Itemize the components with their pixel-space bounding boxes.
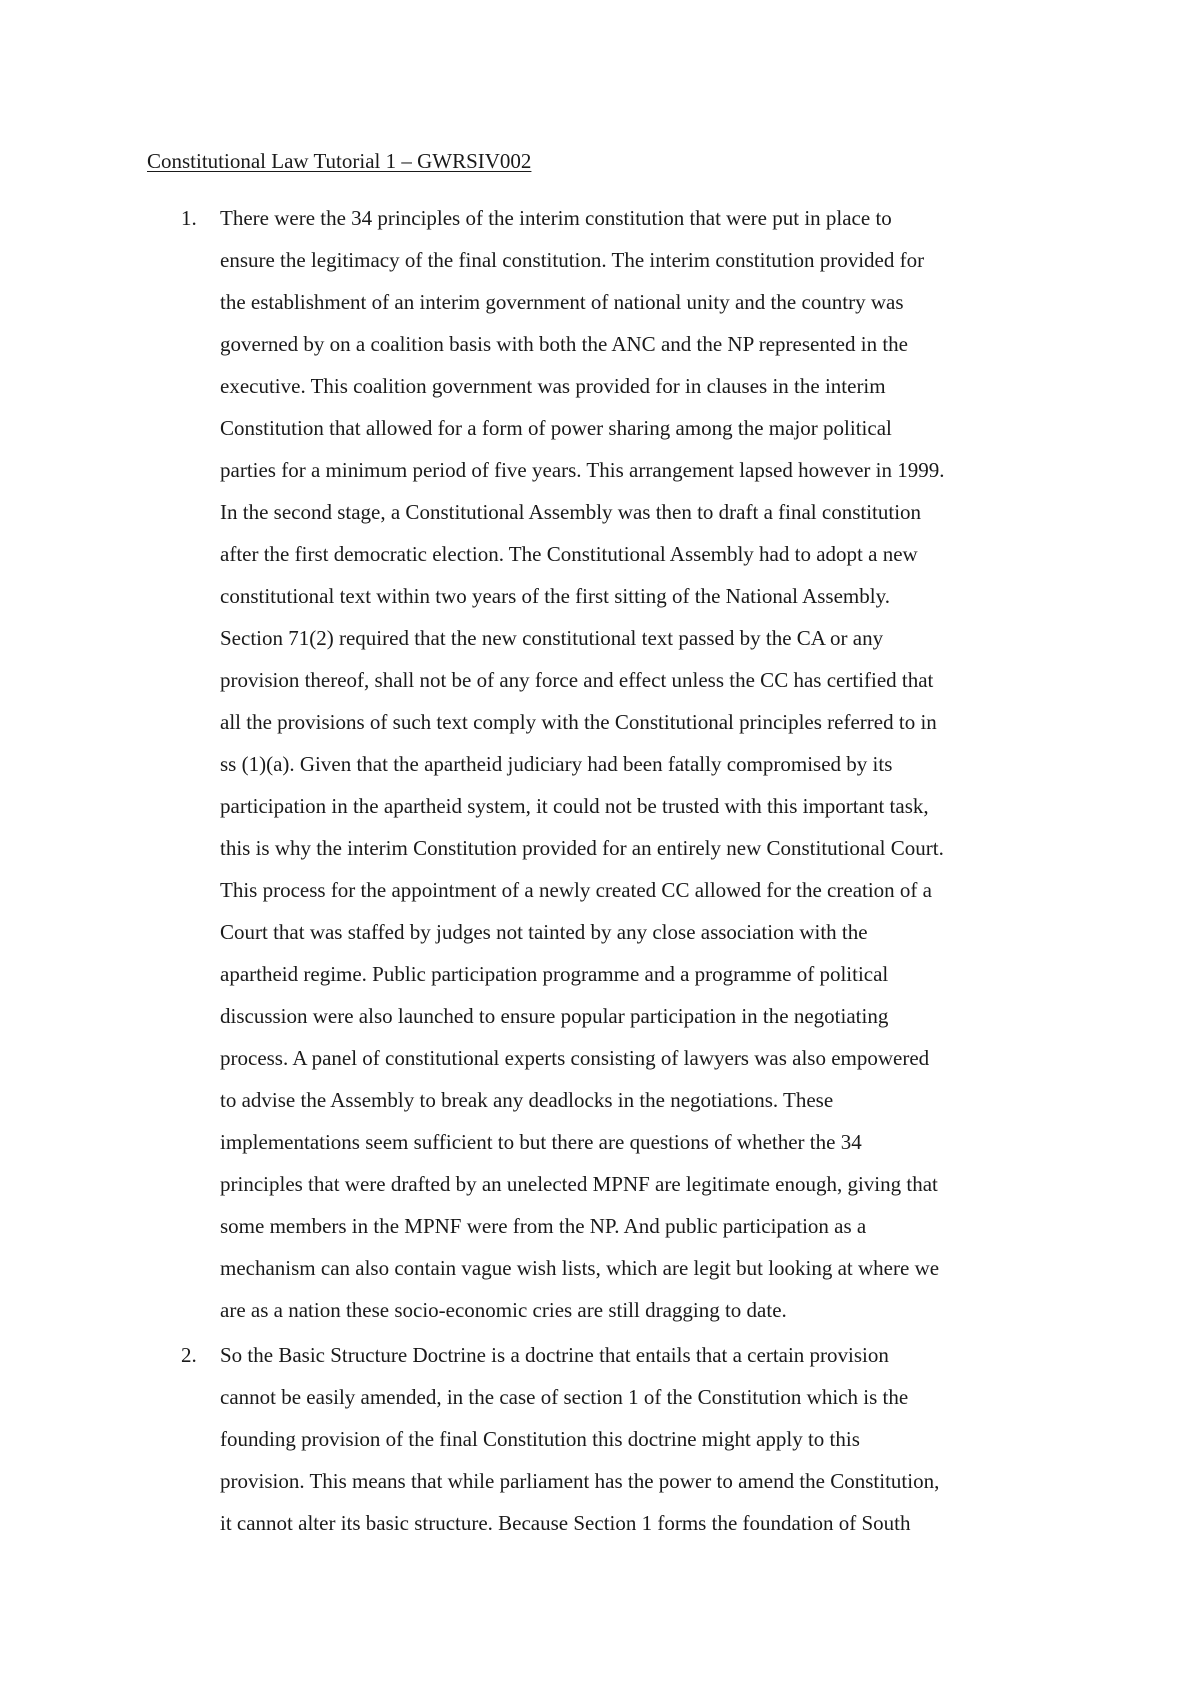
text-line: So the Basic Structure Doctrine is a doctrine that entails that a certain provision bbox=[220, 1343, 889, 1367]
text-line: Constitution that allowed for a form of power sharing among the major political bbox=[220, 416, 892, 440]
text-line: participation in the apartheid system, it could not be trusted with this important task, bbox=[220, 794, 929, 818]
text-line: cannot be easily amended, in the case of section 1 of the Constitution which is the bbox=[220, 1385, 909, 1409]
list-item-number: 2. bbox=[181, 1343, 197, 1367]
text-line: ss (1)(a). Given that the apartheid judiciary had been fatally compromised by its bbox=[220, 752, 893, 776]
text-line: provision thereof, shall not be of any force and effect unless the CC has certified that bbox=[220, 668, 934, 692]
text-line: In the second stage, a Constitutional Assembly was then to draft a final constitution bbox=[220, 500, 922, 524]
text-line: constitutional text within two years of the first sitting of the National Assembly. bbox=[220, 584, 890, 608]
text-line: principles that were drafted by an unelected MPNF are legitimate enough, giving that bbox=[220, 1172, 938, 1196]
text-line: apartheid regime. Public participation programme and a programme of political bbox=[220, 962, 889, 986]
text-line: to advise the Assembly to break any deadlocks in the negotiations. These bbox=[220, 1088, 834, 1112]
list-item-text bbox=[220, 197, 944, 1331]
text-line: parties for a minimum period of five years. This arrangement lapsed however in 1999. bbox=[220, 458, 945, 482]
text-line: all the provisions of such text comply with the Constitutional principles referred to in bbox=[220, 710, 937, 734]
text-line: some members in the MPNF were from the NP. And public participation as a bbox=[220, 1214, 867, 1238]
text-line: after the first democratic election. The Constitutional Assembly had to adopt a new bbox=[220, 542, 918, 566]
text-line: are as a nation these socio-economic cries are still dragging to date. bbox=[220, 1298, 787, 1322]
text-line: mechanism can also contain vague wish lists, which are legit but looking at where we bbox=[220, 1256, 940, 1280]
text-line: governed by on a coalition basis with both the ANC and the NP represented in the bbox=[220, 332, 908, 356]
document-title: Constitutional Law Tutorial 1 – GWRSIV002 bbox=[147, 149, 532, 173]
text-line: discussion were also launched to ensure popular participation in the negotiating bbox=[220, 1004, 889, 1028]
text-line: process. A panel of constitutional experts consisting of lawyers was also empowered bbox=[220, 1046, 930, 1070]
text-line: Section 71(2) required that the new constitutional text passed by the CA or any bbox=[220, 626, 884, 650]
text-line: This process for the appointment of a newly created CC allowed for the creation of a bbox=[220, 878, 933, 902]
text-line: founding provision of the final Constitution this doctrine might apply to this bbox=[220, 1427, 860, 1451]
list-item-text bbox=[220, 1334, 939, 1544]
text-line: implementations seem sufficient to but there are questions of whether the 34 bbox=[220, 1130, 862, 1154]
text-line: this is why the interim Constitution provided for an entirely new Constitutional Court. bbox=[220, 836, 944, 860]
text-line: Court that was staffed by judges not tainted by any close association with the bbox=[220, 920, 868, 944]
text-line: executive. This coalition government was provided for in clauses in the interim bbox=[220, 374, 886, 398]
text-line: provision. This means that while parliament has the power to amend the Constitution, bbox=[220, 1469, 940, 1493]
text-line: it cannot alter its basic structure. Because Section 1 forms the foundation of South bbox=[220, 1511, 911, 1535]
text-line: There were the 34 principles of the interim constitution that were put in place to bbox=[220, 206, 892, 230]
text-line: the establishment of an interim government of national unity and the country was bbox=[220, 290, 904, 314]
list-item-number: 1. bbox=[181, 206, 197, 230]
text-line: ensure the legitimacy of the final constitution. The interim constitution provided for bbox=[220, 248, 925, 272]
